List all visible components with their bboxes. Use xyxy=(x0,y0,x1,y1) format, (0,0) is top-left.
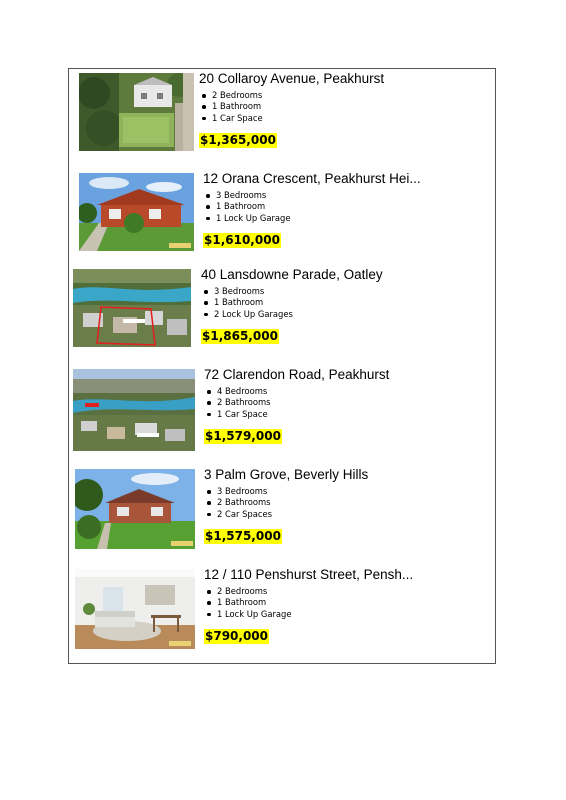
listing-card[interactable] xyxy=(75,569,489,651)
features-list xyxy=(203,190,421,224)
property-photo[interactable] xyxy=(79,173,194,251)
feature-item: 2 Bedrooms xyxy=(204,586,413,597)
feature-item: 2 Bathrooms xyxy=(204,497,368,508)
listing-card[interactable] xyxy=(73,269,489,351)
feature-item: 2 Bedrooms xyxy=(199,90,384,101)
listing-card[interactable] xyxy=(73,369,489,451)
listing-card[interactable] xyxy=(79,73,489,155)
property-photo[interactable] xyxy=(73,269,191,347)
feature-item: 2 Car Spaces xyxy=(204,509,368,520)
listing-price: $1,579,000 xyxy=(205,428,281,443)
listing-price: $1,610,000 xyxy=(204,232,280,247)
feature-item: 1 Bathroom xyxy=(203,201,421,212)
listing-price: $1,575,000 xyxy=(205,528,281,543)
listing-address[interactable]: 12 Orana Crescent, Peakhurst Hei... xyxy=(203,171,421,186)
listings-frame xyxy=(68,68,496,664)
property-photo[interactable] xyxy=(75,469,195,549)
features-list xyxy=(199,90,384,124)
listing-price: $1,865,000 xyxy=(202,328,278,343)
feature-item: 4 Bedrooms xyxy=(204,386,389,397)
feature-item: 1 Lock Up Garage xyxy=(203,213,421,224)
feature-item: 2 Bathrooms xyxy=(204,397,389,408)
property-photo[interactable] xyxy=(73,369,195,451)
feature-item: 1 Bathroom xyxy=(201,297,383,308)
listing-card[interactable] xyxy=(79,173,489,255)
features-list xyxy=(201,286,383,320)
listing-card[interactable] xyxy=(75,469,489,551)
feature-item: 1 Lock Up Garage xyxy=(204,609,413,620)
listing-price: $1,365,000 xyxy=(200,132,276,147)
listing-price: $790,000 xyxy=(205,628,269,643)
feature-item: 2 Lock Up Garages xyxy=(201,309,383,320)
feature-item: 1 Car Space xyxy=(199,113,384,124)
listing-address[interactable]: 40 Lansdowne Parade, Oatley xyxy=(201,267,383,282)
feature-item: 3 Bedrooms xyxy=(204,486,368,497)
property-photo[interactable] xyxy=(79,73,194,151)
listing-address[interactable]: 3 Palm Grove, Beverly Hills xyxy=(204,467,369,482)
listing-address[interactable]: 20 Collaroy Avenue, Peakhurst xyxy=(199,71,385,86)
feature-item: 1 Bathroom xyxy=(204,597,413,608)
features-list xyxy=(204,486,368,520)
feature-item: 1 Bathroom xyxy=(199,101,384,112)
feature-item: 3 Bedrooms xyxy=(203,190,421,201)
feature-item: 3 Bedrooms xyxy=(201,286,383,297)
listing-address[interactable]: 72 Clarendon Road, Peakhurst xyxy=(204,367,390,382)
features-list xyxy=(204,586,413,620)
feature-item: 1 Car Space xyxy=(204,409,389,420)
property-photo[interactable] xyxy=(75,569,195,649)
listing-address[interactable]: 12 / 110 Penshurst Street, Pensh... xyxy=(204,567,414,582)
features-list xyxy=(204,386,389,420)
